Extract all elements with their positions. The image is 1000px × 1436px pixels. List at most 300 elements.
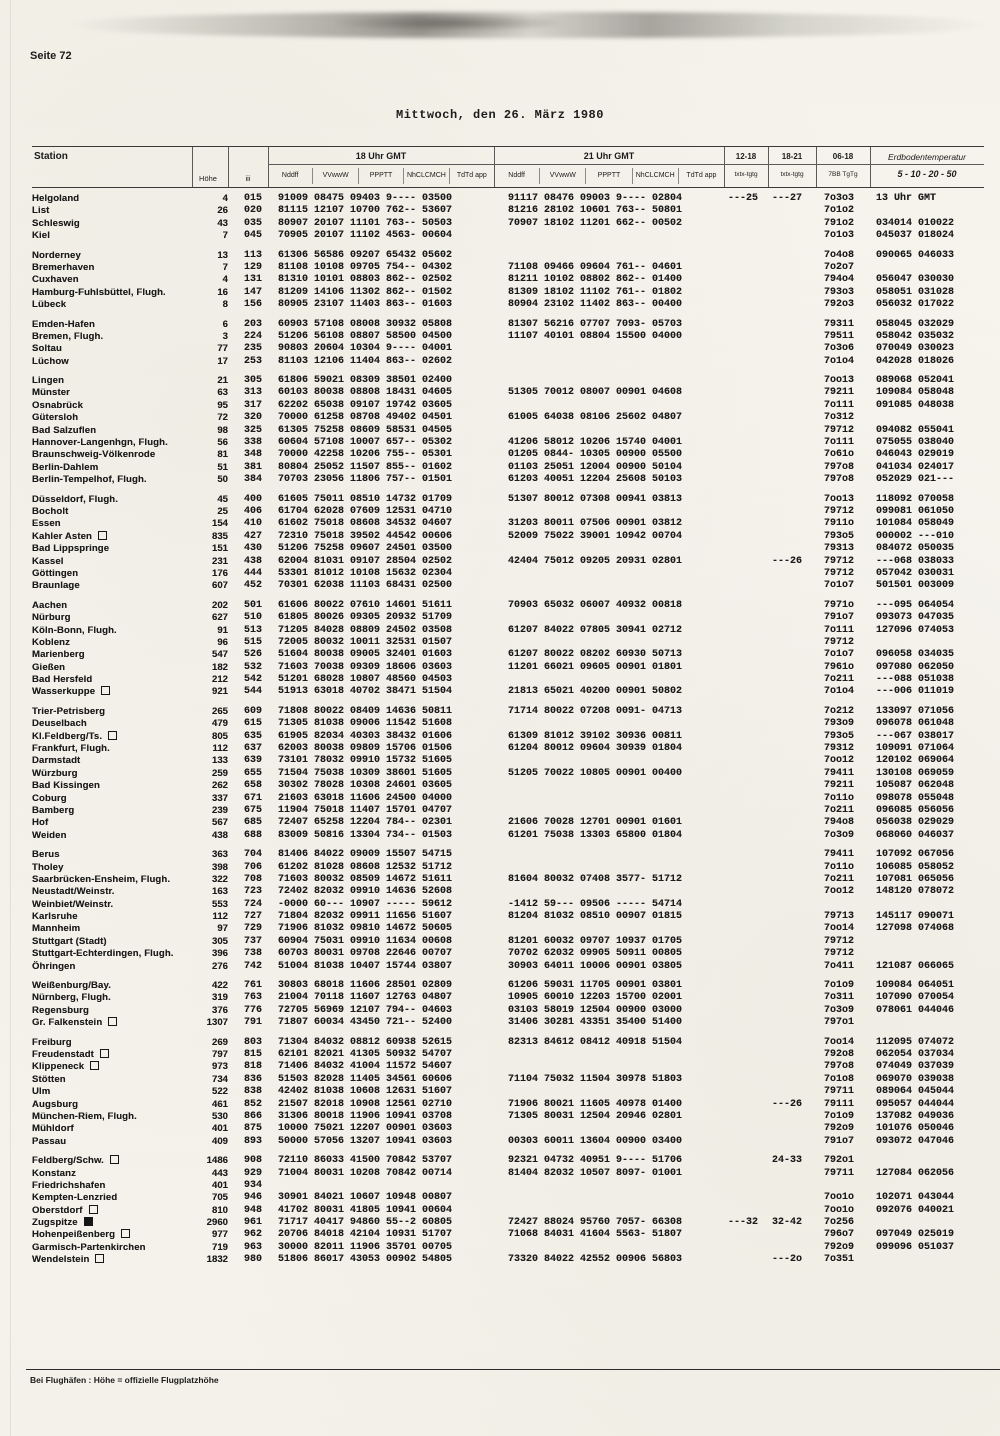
cell-iii: 961 (243, 1217, 262, 1229)
station-name: Helgoland (32, 193, 80, 204)
cell-o21: 71906 80021 11605 40978 01400 (508, 1098, 683, 1110)
table-header (32, 146, 984, 188)
weather-observation-table (32, 146, 984, 1274)
table-row (32, 568, 984, 580)
cell-t1 (724, 992, 768, 1004)
station-group (32, 319, 984, 369)
cell-name (32, 1099, 192, 1111)
cell-o21: 61207 84022 07805 30941 02712 (508, 624, 683, 636)
cell-h: 21 (217, 375, 228, 387)
cell-t2 (768, 899, 816, 911)
cell-o21 (494, 568, 724, 580)
cell-t2 (768, 1136, 816, 1148)
cell-name (32, 1205, 192, 1217)
cell-s2: 112095 074072 (876, 1036, 955, 1048)
cell-o21: 51307 80012 07308 00941 03813 (508, 493, 683, 505)
cell-t1 (724, 1037, 768, 1049)
cell-h: 72 (217, 412, 228, 424)
cell-t1 (724, 1123, 768, 1135)
cell-s1: 7o211 (824, 674, 855, 686)
cell-o21: 70903 65032 06007 40932 00818 (508, 599, 683, 611)
cell-iii: 655 (243, 767, 262, 779)
station-name: Freudenstadt (32, 1049, 94, 1060)
subheader-vvwww: VVwwW (312, 168, 357, 184)
cell-s1: 794o4 (824, 274, 855, 286)
table-row (32, 319, 984, 331)
cell-name (32, 193, 192, 205)
cell-s2: ---006 011019 (876, 686, 955, 698)
cell-name (32, 250, 192, 262)
station-name: Mühldorf (32, 1123, 74, 1135)
cell-s2: 121087 066065 (876, 960, 955, 972)
cell-t2 (768, 731, 816, 743)
cell-s2: 133097 071056 (876, 705, 955, 717)
cell-name (32, 425, 192, 437)
cell-iii: 501 (243, 599, 262, 611)
station-name: Soltau (32, 343, 62, 355)
table-row (32, 992, 984, 1004)
column-header-station: Station (34, 151, 68, 162)
cell-t1 (724, 637, 768, 649)
cell-o21: 80904 23102 11402 863-- 00400 (508, 299, 683, 311)
cell-t2 (768, 830, 816, 842)
cell-o18: 51503 82028 11405 34561 60606 (278, 1073, 453, 1085)
cell-t2 (768, 543, 816, 555)
cell-t2 (768, 205, 816, 217)
table-row (32, 886, 984, 898)
table-row (32, 1242, 984, 1254)
cell-name (32, 718, 192, 730)
cell-h: 231 (211, 555, 228, 567)
cell-o18: 72110 86033 41500 70842 53707 (278, 1155, 453, 1167)
table-row (32, 356, 984, 368)
cell-iii: 929 (243, 1167, 262, 1179)
cell-t1: ---32 (728, 1217, 759, 1229)
cell-t1 (724, 287, 768, 299)
cell-s2: 102071 043044 (876, 1192, 955, 1204)
cell-o18: 62101 82021 41305 50932 54707 (278, 1049, 453, 1060)
cell-o21: 81201 60032 09707 10937 01705 (508, 935, 683, 947)
cell-iii: 131 (243, 274, 262, 286)
cell-name (32, 899, 192, 911)
cell-s2: ---095 064054 (876, 599, 955, 611)
cell-o18: 70000 61258 08708 49402 04501 (278, 412, 453, 424)
cell-o18: 30000 82011 11906 35701 00705 (278, 1241, 453, 1253)
cell-o21: 10905 60010 12203 15700 02001 (508, 992, 683, 1004)
cell-t2: ---27 (772, 193, 803, 204)
cell-s1: 79311 (824, 318, 855, 330)
cell-o18: 60103 80038 08808 18431 04605 (278, 387, 453, 399)
subheader-nddff: Nddff (281, 172, 299, 179)
cell-o21: 61201 75038 13303 65800 01804 (508, 829, 683, 841)
cell-t2 (768, 1168, 816, 1180)
cell-h: 212 (211, 674, 228, 686)
cell-s1: 793o5 (824, 530, 855, 542)
cell-h: 607 (211, 580, 228, 592)
cell-h: 977 (211, 1229, 228, 1241)
cell-s2 (870, 936, 982, 948)
cell-name (32, 706, 192, 718)
cell-o21: -1412 59--- 09506 ----- 54714 (508, 898, 683, 910)
cell-name (32, 886, 192, 898)
station-group (32, 494, 984, 593)
cell-s2: 13 Uhr GMT (876, 193, 937, 204)
station-name: Saarbrücken-Ensheim, Flugh. (32, 873, 171, 885)
cell-s1: 7o11o (824, 792, 855, 804)
station-name: Lüchow (32, 355, 69, 367)
cell-o18: 21603 63018 11606 24500 04000 (278, 792, 453, 804)
cell-h: 567 (211, 817, 228, 829)
cell-t1 (724, 274, 768, 286)
cell-name (32, 961, 192, 973)
cell-s1: 7o256 (824, 1217, 855, 1229)
cell-s2: 070049 030023 (876, 343, 955, 355)
cell-o21: 41206 58012 10206 15740 04001 (508, 437, 683, 449)
cell-iii: 724 (243, 898, 262, 910)
cell-o21: 30903 64011 10006 00901 03805 (508, 960, 683, 972)
cell-name (32, 412, 192, 424)
cell-s2: 101076 050046 (876, 1123, 955, 1135)
table-row (32, 743, 984, 755)
cell-h: 239 (211, 804, 228, 816)
cell-t1 (724, 899, 768, 911)
cell-name (32, 287, 192, 299)
cell-o18: 81115 12107 10700 762-- 53607 (278, 205, 453, 217)
subheader-ppptt: PPPTT (585, 168, 631, 184)
cell-o18: 30302 78028 10308 24601 03605 (278, 780, 453, 792)
cell-s2: 046043 029019 (876, 449, 955, 461)
table-row (32, 518, 984, 530)
station-name: Gießen (32, 661, 66, 673)
station-name: Osnabrück (32, 399, 84, 411)
cell-name (32, 580, 192, 592)
cell-t2 (768, 1037, 816, 1049)
cell-t1 (724, 817, 768, 829)
cell-name (32, 674, 192, 686)
cell-s2: 105087 062048 (876, 780, 955, 792)
cell-o18: 51913 63018 40702 38471 51504 (278, 686, 453, 698)
subheader-18gmt (268, 167, 494, 185)
table-row (32, 612, 984, 624)
cell-s2: 089064 045044 (876, 1086, 955, 1098)
table-row (32, 649, 984, 661)
cell-iii: 852 (243, 1098, 262, 1110)
cell-t1 (724, 543, 768, 555)
cell-iii: 791 (243, 1017, 262, 1029)
cell-h: 259 (211, 767, 228, 779)
cell-iii: 305 (243, 375, 262, 387)
table-row (32, 1037, 984, 1049)
table-row (32, 662, 984, 674)
cell-s2: 501501 003009 (876, 580, 955, 592)
cell-t2 (768, 1229, 816, 1241)
cell-s2: 058042 035032 (876, 330, 955, 342)
cell-o21 (494, 506, 724, 518)
cell-o21: 51305 70012 08007 00901 04608 (508, 387, 683, 399)
cell-t1 (724, 262, 768, 274)
cell-iii: 875 (243, 1123, 262, 1135)
cell-o21 (494, 1242, 724, 1254)
cell-s2: 127098 074068 (876, 923, 955, 935)
cell-h: 276 (211, 960, 228, 972)
station-name: Darmstadt (32, 755, 81, 767)
cell-o18: 71808 80022 08409 14636 50811 (278, 705, 453, 717)
cell-iii: 381 (243, 461, 262, 473)
cell-iii: 384 (243, 474, 262, 486)
cell-t2 (768, 780, 816, 792)
cell-t2 (768, 805, 816, 817)
cell-h: 363 (211, 849, 228, 861)
cell-o21 (494, 862, 724, 874)
cell-iii: 893 (243, 1135, 262, 1147)
station-name: Stuttgart (Stadt) (32, 935, 107, 947)
cell-t1 (724, 1074, 768, 1086)
station-name: Kahler Asten (32, 530, 93, 542)
table-row (32, 1111, 984, 1123)
column-header-hoehe: Höhe (199, 174, 217, 183)
station-name: Nürburg (32, 612, 71, 624)
cell-t2 (768, 412, 816, 424)
station-name: Weinbiet/Weinstr. (32, 898, 114, 910)
table-body (32, 188, 984, 1267)
cell-t2 (768, 936, 816, 948)
table-row (32, 1099, 984, 1111)
station-group (32, 980, 984, 1030)
cell-o21: 61206 59031 11705 00901 03801 (508, 980, 683, 992)
cell-t2 (768, 580, 816, 592)
cell-iii: 427 (243, 530, 262, 542)
cell-o18: 61202 81028 08608 12532 51712 (278, 861, 453, 873)
cell-t1 (724, 494, 768, 506)
cell-o18: 72005 80032 10011 32531 01507 (278, 636, 453, 648)
cell-t1 (724, 518, 768, 530)
cell-name (32, 662, 192, 674)
cell-t1 (724, 387, 768, 399)
footer-divider (26, 1369, 1000, 1370)
cell-s1: 792o3 (824, 299, 855, 311)
filled-square-icon (84, 1217, 93, 1226)
cell-s2: 084072 050035 (876, 543, 955, 555)
date-title: Mittwoch, den 26. März 1980 (396, 108, 604, 122)
cell-iii: 532 (243, 661, 262, 673)
open-square-icon (108, 731, 117, 740)
table-row (32, 706, 984, 718)
cell-s1: 791o7 (824, 1135, 855, 1147)
cell-s1: 79712 (824, 424, 855, 436)
cell-s1: 794o8 (824, 817, 855, 829)
cell-name (32, 343, 192, 355)
cell-o21: 11201 66021 09605 00901 01801 (508, 661, 683, 673)
table-row (32, 1123, 984, 1135)
cell-s1: 79712 (824, 567, 855, 579)
cell-t2 (768, 218, 816, 230)
station-name: Essen (32, 518, 61, 530)
cell-s1: 7o1o9 (824, 1110, 855, 1122)
station-name: München-Riem, Flugh. (32, 1110, 137, 1122)
cell-o21: 72427 88024 95760 7057- 66308 (508, 1217, 683, 1229)
cell-name (32, 449, 192, 461)
cell-h: 26 (217, 205, 228, 217)
station-name: Kl.Feldberg/Ts. (32, 730, 103, 742)
cell-s2: 127096 074053 (876, 624, 955, 636)
cell-o21 (494, 543, 724, 555)
cell-iii: 763 (243, 992, 262, 1004)
cell-iii: 020 (243, 205, 262, 217)
cell-h: 522 (211, 1086, 228, 1098)
cell-o21 (494, 674, 724, 686)
cell-s2: 093072 047046 (876, 1135, 955, 1147)
cell-s2: 034014 010022 (876, 217, 955, 229)
cell-name (32, 1037, 192, 1049)
table-row (32, 1017, 984, 1029)
cell-t1 (724, 375, 768, 387)
cell-o21: 51205 70022 10805 00901 00400 (508, 767, 683, 779)
cell-t1 (724, 625, 768, 637)
table-row (32, 387, 984, 399)
cell-iii: 320 (243, 412, 262, 424)
column-header-iii: iii (245, 174, 251, 183)
cell-s1: 797o8 (824, 1061, 855, 1073)
cell-o18: 80804 25052 11507 855-- 01602 (278, 461, 453, 473)
cell-o21 (494, 1205, 724, 1217)
cell-o21 (494, 718, 724, 730)
subheader-txtg-1: txtx-tgtg (734, 171, 758, 178)
cell-t2 (768, 793, 816, 805)
station-group (32, 1037, 984, 1149)
cell-t1 (724, 886, 768, 898)
cell-h: 112 (212, 911, 228, 923)
cell-h: 96 (217, 636, 228, 648)
cell-s1: 7o4o8 (824, 249, 855, 261)
cell-t1 (724, 961, 768, 973)
cell-t1 (724, 1086, 768, 1098)
cell-s2: 058045 032029 (876, 318, 955, 330)
cell-o21: 81604 80032 07408 3577- 51712 (508, 873, 683, 885)
cell-s2: 109084 058048 (876, 387, 955, 399)
cell-o18: 73101 78032 09910 15732 51605 (278, 755, 453, 767)
cell-s1: 79711 (824, 1086, 855, 1098)
cell-s1: 79712 (824, 555, 855, 567)
station-name: Köln-Bonn, Flugh. (32, 624, 117, 636)
cell-o18: 81406 84022 09009 15507 54715 (278, 849, 453, 861)
cell-name (32, 462, 192, 474)
cell-o18: 61805 80026 09305 20932 51709 (278, 612, 453, 624)
cell-s2: 109091 071064 (876, 743, 955, 755)
station-name: Braunlage (32, 580, 80, 592)
cell-s1: 7oo14 (824, 1036, 855, 1048)
cell-o21 (494, 793, 724, 805)
cell-o21: 21813 65021 40200 00901 50802 (508, 686, 683, 698)
cell-t1 (724, 1017, 768, 1029)
cell-s1: 7o111 (824, 437, 855, 449)
cell-t1 (724, 600, 768, 612)
station-name: Düsseldorf, Flugh. (32, 493, 119, 505)
cell-name (32, 911, 192, 923)
station-group (32, 250, 984, 312)
cell-t1 (724, 948, 768, 960)
station-name: Cuxhaven (32, 274, 79, 286)
cell-o18: 71804 82032 09911 11656 51607 (278, 911, 453, 923)
cell-s2: 068060 046037 (876, 829, 955, 841)
column-header-12-18: 12-18 (735, 152, 757, 161)
cell-o18: 50000 57056 13207 10941 03603 (278, 1135, 453, 1147)
station-name: Bad Kissingen (32, 780, 100, 792)
cell-s2 (870, 637, 982, 649)
table-row (32, 1136, 984, 1148)
cell-s1: 79411 (824, 849, 855, 861)
station-name: Wendelstein (32, 1254, 90, 1266)
cell-o18: 61606 80022 07610 14601 51611 (278, 599, 453, 611)
cell-o18 (268, 1180, 494, 1192)
table-row (32, 980, 984, 992)
cell-s1: 79312 (824, 743, 855, 755)
cell-o18: 91009 08475 09403 9---- 03500 (278, 193, 453, 204)
cell-o18: 51604 80038 09005 32401 01603 (278, 649, 453, 661)
cell-t2 (768, 425, 816, 437)
cell-s2: ---067 038017 (876, 730, 955, 742)
cell-name (32, 356, 192, 368)
cell-name (32, 600, 192, 612)
table-row (32, 193, 984, 205)
cell-s2: 000002 ---010 (876, 530, 955, 542)
cell-t1 (724, 780, 768, 792)
cell-t2 (768, 1061, 816, 1073)
cell-o18: 71717 40417 94860 55--2 60805 (278, 1217, 453, 1229)
station-name: Marienberg (32, 649, 85, 661)
cell-s1: 7oo1o (824, 1204, 855, 1216)
station-name: Stuttgart-Echterdingen, Flugh. (32, 948, 174, 960)
cell-s1: 7o1o7 (824, 580, 855, 592)
cell-s1: 793o3 (824, 286, 855, 298)
cell-t2 (768, 1074, 816, 1086)
cell-h: 422 (211, 980, 228, 992)
cell-t2 (768, 817, 816, 829)
cell-o21 (494, 612, 724, 624)
cell-s1: 7o111 (824, 624, 855, 636)
cell-s1: 79713 (824, 911, 855, 923)
cell-name (32, 1049, 192, 1061)
cell-t2 (768, 886, 816, 898)
cell-iii: 639 (243, 755, 262, 767)
cell-iii: 035 (243, 217, 262, 229)
table-row (32, 531, 984, 543)
cell-o18: 62202 65038 09107 19742 03605 (278, 399, 453, 411)
cell-iii: 253 (243, 355, 262, 367)
table-row (32, 793, 984, 805)
cell-t1 (724, 400, 768, 412)
cell-s2: 148120 078072 (876, 886, 955, 898)
cell-o18: 72705 56969 12107 794-- 04603 (278, 1004, 453, 1016)
cell-s2: 130108 069059 (876, 767, 955, 779)
cell-o21 (494, 1061, 724, 1073)
station-name: Oberstdorf (32, 1204, 83, 1216)
station-name: Aachen (32, 599, 68, 611)
cell-t2 (768, 331, 816, 343)
table-row (32, 412, 984, 424)
station-name: Zugspitze (32, 1217, 78, 1229)
cell-h: 43 (217, 217, 228, 229)
cell-s1: 7o3o3 (824, 193, 855, 204)
station-name: Gr. Falkenstein (32, 1017, 103, 1029)
table-row (32, 1061, 984, 1073)
cell-h: 921 (211, 686, 228, 698)
cell-t1 (724, 1136, 768, 1148)
cell-h: 810 (211, 1204, 228, 1216)
cell-t1 (724, 793, 768, 805)
cell-o18: -0000 60--- 10907 ----- 59612 (278, 898, 453, 910)
station-name: Kassel (32, 555, 64, 567)
cell-s1: 79211 (824, 387, 855, 399)
